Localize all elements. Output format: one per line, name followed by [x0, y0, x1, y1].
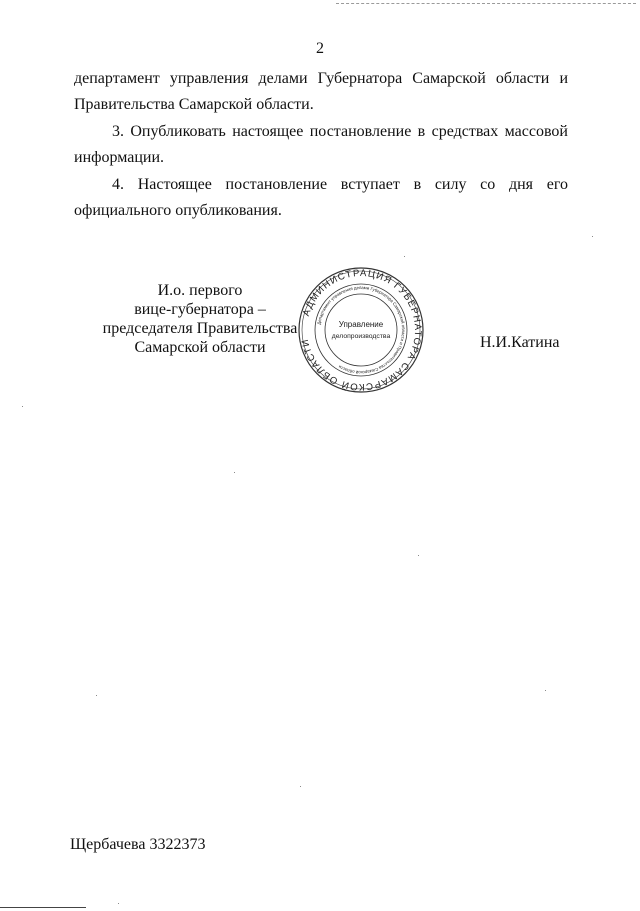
signatory-title-line-3: председателя Правительства — [102, 320, 298, 337]
paragraph-3 — [74, 172, 568, 224]
paragraph-3-line-1: 4. Настоящее постановление вступает в силу со дня его — [112, 176, 568, 193]
scan-speck — [234, 472, 235, 473]
paragraph-2-line-1: 3. Опубликовать настоящее постановление в средствах массовой — [112, 123, 568, 140]
scan-speck — [300, 786, 301, 787]
scan-speck — [418, 555, 419, 556]
stamp-inner-text: Департамент управления делами Губернатора Самарской области и Правительства Самарской области — [316, 284, 407, 376]
signatory-name: Н.И.Катина — [480, 334, 560, 351]
paragraph-2-line-2: информации. — [74, 149, 165, 166]
signatory-title-line-4: Самарской области — [134, 339, 266, 356]
stamp-inner-ring — [325, 294, 397, 366]
page-number: 2 — [316, 40, 324, 57]
stamp-outer-text: АДМИНИСТРАЦИЯ ГУБЕРНАТОРА САМАРСКОЙ ОБЛАСТИ — [299, 267, 424, 393]
scan-speck — [22, 406, 23, 407]
top-rule — [336, 3, 636, 4]
scan-speck — [118, 903, 119, 904]
stamp-center-line-2: делопроизводства — [331, 333, 391, 340]
executor-contact: Щербачева 3322373 — [70, 836, 206, 853]
stamp-center-line-1: Управление — [338, 320, 384, 329]
paragraph-2 — [74, 119, 568, 171]
signatory-title-line-1: И.о. первого — [157, 282, 243, 299]
scan-speck — [96, 695, 97, 696]
stamp-middle-ring — [315, 284, 407, 376]
scan-speck — [592, 236, 593, 237]
paragraph-1-line-2: Правительства Самарской области. — [74, 96, 314, 113]
scan-speck — [545, 690, 546, 691]
signatory-title-line-2: вице-губернатора – — [134, 301, 266, 318]
scan-speck — [404, 256, 405, 257]
paragraph-1-line-1: департамент управления делами Губернатора Самарской области и — [74, 70, 568, 87]
paragraph-1 — [74, 66, 568, 118]
paragraph-3-line-2: официального опубликования. — [74, 202, 282, 219]
official-stamp — [296, 265, 426, 395]
bottom-rule — [0, 907, 86, 908]
